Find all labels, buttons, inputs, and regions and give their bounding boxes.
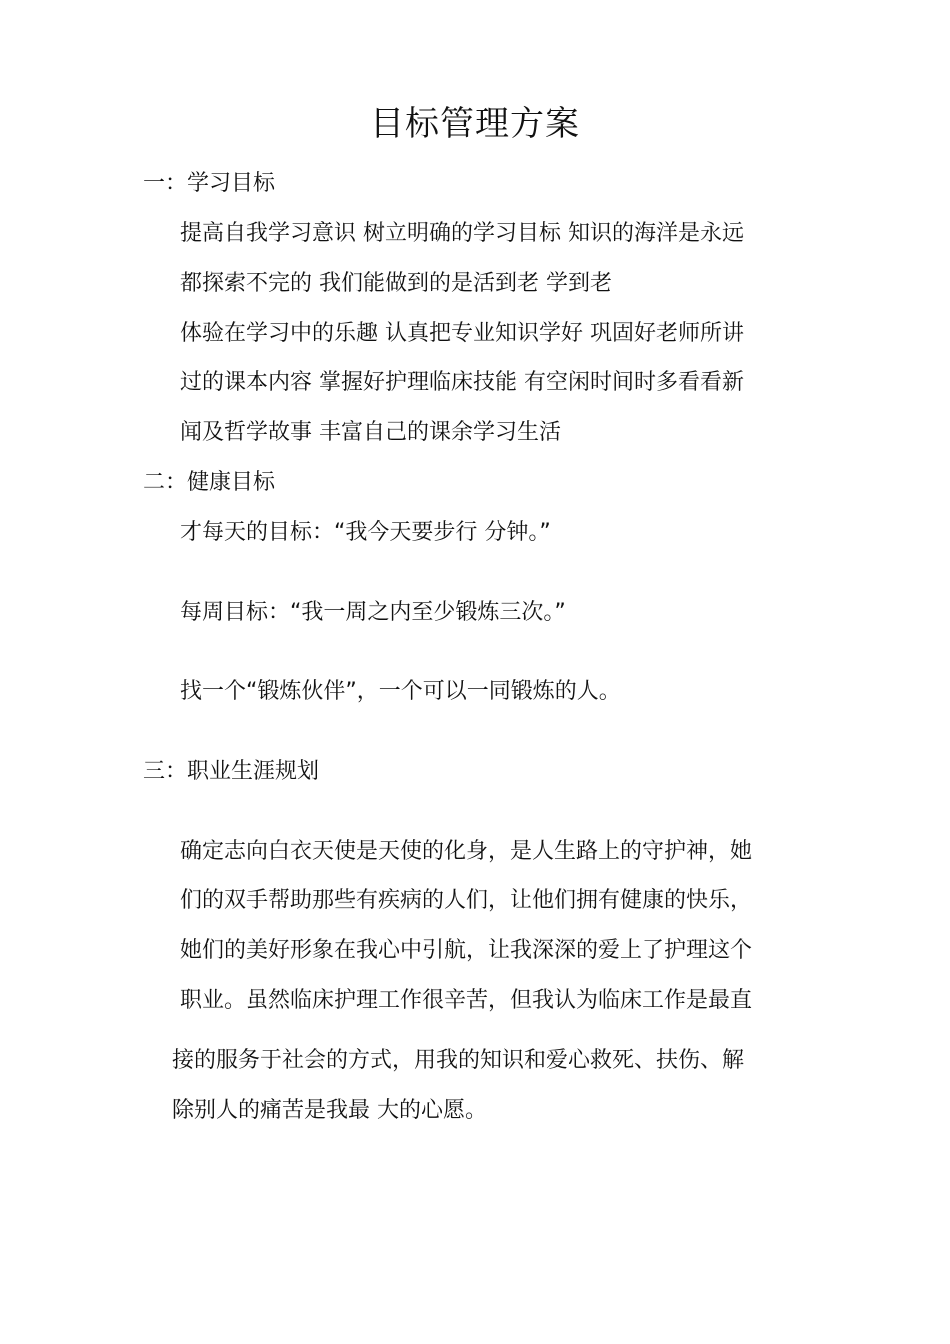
paragraph-line: 闻及哲学故事 丰富自己的课余学习生活	[180, 420, 561, 445]
paragraph-line: 提高自我学习意识 树立明确的学习目标 知识的海洋是永远	[180, 221, 744, 246]
paragraph-line: 每周目标：“我一周之内至少锻炼三次。”	[180, 600, 566, 625]
section-heading-health: 二：健康目标	[143, 470, 276, 495]
paragraph-line: 找一个“锻炼伙伴”，一个可以一同锻炼的人。	[180, 679, 621, 704]
paragraph-line: 确定志向白衣天使是天使的化身，是人生路上的守护神，她	[180, 839, 753, 864]
paragraph-line: 都探索不完的 我们能做到的是活到老 学到老	[180, 271, 612, 296]
paragraph-line: 职业。虽然临床护理工作很辛苦，但我认为临床工作是最直	[180, 988, 753, 1013]
document-title: 目标管理方案	[370, 104, 580, 144]
section-heading-study: 一：学习目标	[143, 171, 276, 196]
paragraph-line: 接的服务于社会的方式，用我的知识和爱心救死、扶伤、解	[172, 1048, 745, 1073]
paragraph-line: 才每天的目标：“我今天要步行 分钟。”	[180, 520, 551, 545]
paragraph-line: 们的双手帮助那些有疾病的人们，让他们拥有健康的快乐，	[180, 888, 753, 913]
paragraph-line: 体验在学习中的乐趣 认真把专业知识学好 巩固好老师所讲	[180, 321, 744, 346]
paragraph-line: 除别人的痛苦是我最 大的心愿。	[172, 1098, 487, 1123]
paragraph-line: 她们的美好形象在我心中引航，让我深深的爱上了护理这个	[180, 938, 753, 963]
paragraph-line: 过的课本内容 掌握好护理临床技能 有空闲时间时多看看新	[180, 370, 744, 395]
section-heading-career: 三：职业生涯规划	[143, 759, 320, 784]
